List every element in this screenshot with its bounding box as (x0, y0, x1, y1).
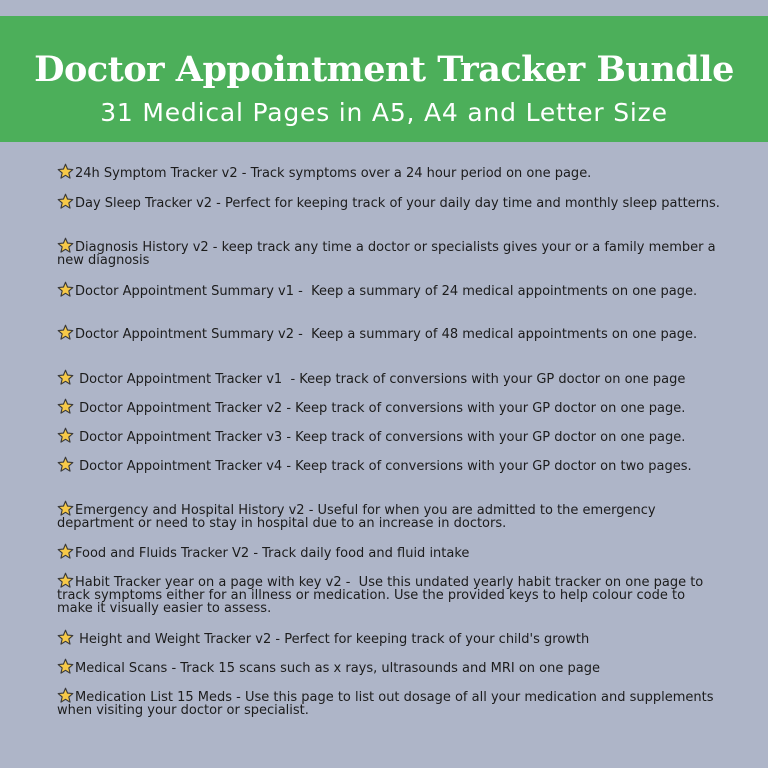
list-item-text: Doctor Appointment Tracker v2 - Keep track of conversions with your GP doctor on one page. (75, 401, 686, 416)
list-item-text: Doctor Appointment Summary v1 - Keep a summary of 24 medical appointments on one page. (75, 284, 698, 299)
list-item-text: Emergency and Hospital History v2 - Useful for when you are admitted to the emergency department or need to stay in hospital due to an increase in doctors. (57, 503, 660, 531)
list-item-text: Diagnosis History v2 - keep track any time a doctor or specialists gives your or a family member a new diagnosis (57, 240, 720, 268)
star-icon (57, 324, 74, 341)
list-item (57, 687, 722, 717)
star-icon (57, 398, 74, 415)
list-item (57, 543, 722, 560)
page-subtitle: 31 Medical Pages in A5, A4 and Letter Size (100, 98, 668, 127)
list-item (57, 572, 722, 615)
list-item (57, 456, 722, 473)
list-item (57, 629, 722, 646)
list-item-text: Medical Scans - Track 15 scans such as x rays, ultrasounds and MRI on one page (75, 661, 600, 676)
list-item-text: Day Sleep Tracker v2 - Perfect for keeping track of your daily day time and monthly sleep patterns. (75, 196, 720, 211)
star-icon (57, 687, 74, 704)
star-icon (57, 500, 74, 517)
list-item-text: Medication List 15 Meds - Use this page to list out dosage of all your medication and supplements when visiting your doctor or specialist. (57, 690, 718, 718)
star-icon (57, 237, 74, 254)
star-icon (57, 427, 74, 444)
list-item (57, 427, 722, 444)
page-title: Doctor Appointment Tracker Bundle (34, 49, 734, 90)
list-item-text: Doctor Appointment Tracker v4 - Keep track of conversions with your GP doctor on two pages. (75, 459, 692, 474)
list-item (57, 369, 722, 386)
list-item-text: Doctor Appointment Summary v2 - Keep a summary of 48 medical appointments on one page. (75, 327, 698, 342)
star-icon (57, 369, 74, 386)
list-item (57, 193, 722, 210)
list-item (57, 237, 722, 267)
list-item (57, 500, 722, 530)
list-item (57, 163, 722, 180)
list-item-text: Habit Tracker year on a page with key v2 - Use this undated yearly habit tracker on one page to track symptoms either for an illness or medication. Use the provided keys to help colour code to make it visually easier to assess. (57, 575, 708, 616)
star-icon (57, 629, 74, 646)
list-item-text: Doctor Appointment Tracker v3 - Keep track of conversions with your GP doctor on one page. (75, 430, 686, 445)
list-item (57, 658, 722, 675)
list-item-text: 24h Symptom Tracker v2 - Track symptoms over a 24 hour period on one page. (75, 166, 592, 181)
header-banner (0, 16, 768, 142)
list-item-text: Food and Fluids Tracker V2 - Track daily food and fluid intake (75, 546, 470, 561)
list-item-text: Doctor Appointment Tracker v1 - Keep track of conversions with your GP doctor on one page (75, 372, 686, 387)
list-item (57, 324, 722, 341)
list-item (57, 398, 722, 415)
star-icon (57, 193, 74, 210)
list-item (57, 281, 722, 298)
star-icon (57, 572, 74, 589)
star-icon (57, 543, 74, 560)
star-icon (57, 456, 74, 473)
star-icon (57, 658, 74, 675)
list-item-text: Height and Weight Tracker v2 - Perfect for keeping track of your child's growth (75, 632, 590, 647)
star-icon (57, 163, 74, 180)
star-icon (57, 281, 74, 298)
